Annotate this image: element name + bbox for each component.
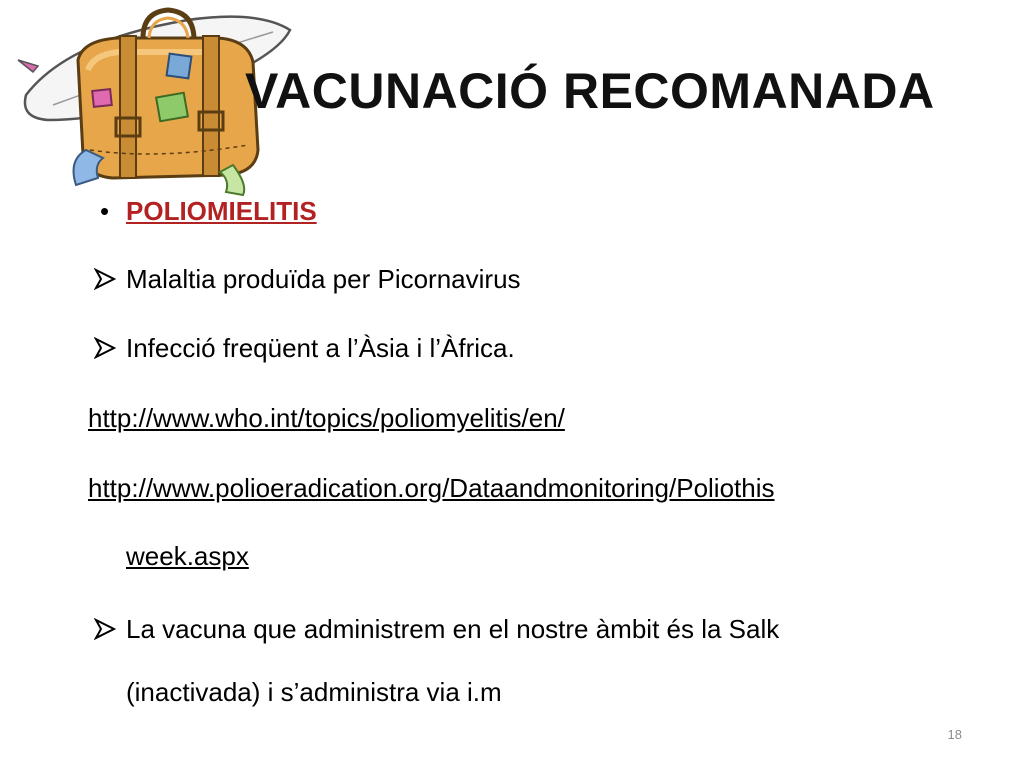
arrow-bullet-icon — [94, 337, 116, 359]
page-number: 18 — [947, 727, 962, 742]
bullet-heading: POLIOMIELITIS — [126, 196, 317, 226]
arrow-bullet-icon — [94, 618, 116, 640]
polio-eradication-link[interactable]: http://www.polioeradication.org/Dataandmonitoring/Poliothis — [88, 473, 775, 503]
who-link[interactable]: http://www.who.int/topics/poliomyelitis/en/ — [88, 403, 565, 433]
arrow-bullet-icon — [94, 268, 116, 290]
list-item: Infecció freqüent a l’Àsia i l’Àfrica. — [126, 333, 515, 363]
list-item: Malaltia produïda per Picornavirus — [126, 264, 521, 294]
list-item-continued: (inactivada) i s’administra via i.m — [126, 677, 502, 707]
list-item: La vacuna que administrem en el nostre àmbit és la Salk — [126, 614, 780, 644]
polio-eradication-link-continued[interactable]: week.aspx — [126, 541, 249, 571]
slide-title: VACUNACIÓ RECOMANADA — [245, 63, 935, 119]
round-bullet: • — [100, 196, 110, 226]
